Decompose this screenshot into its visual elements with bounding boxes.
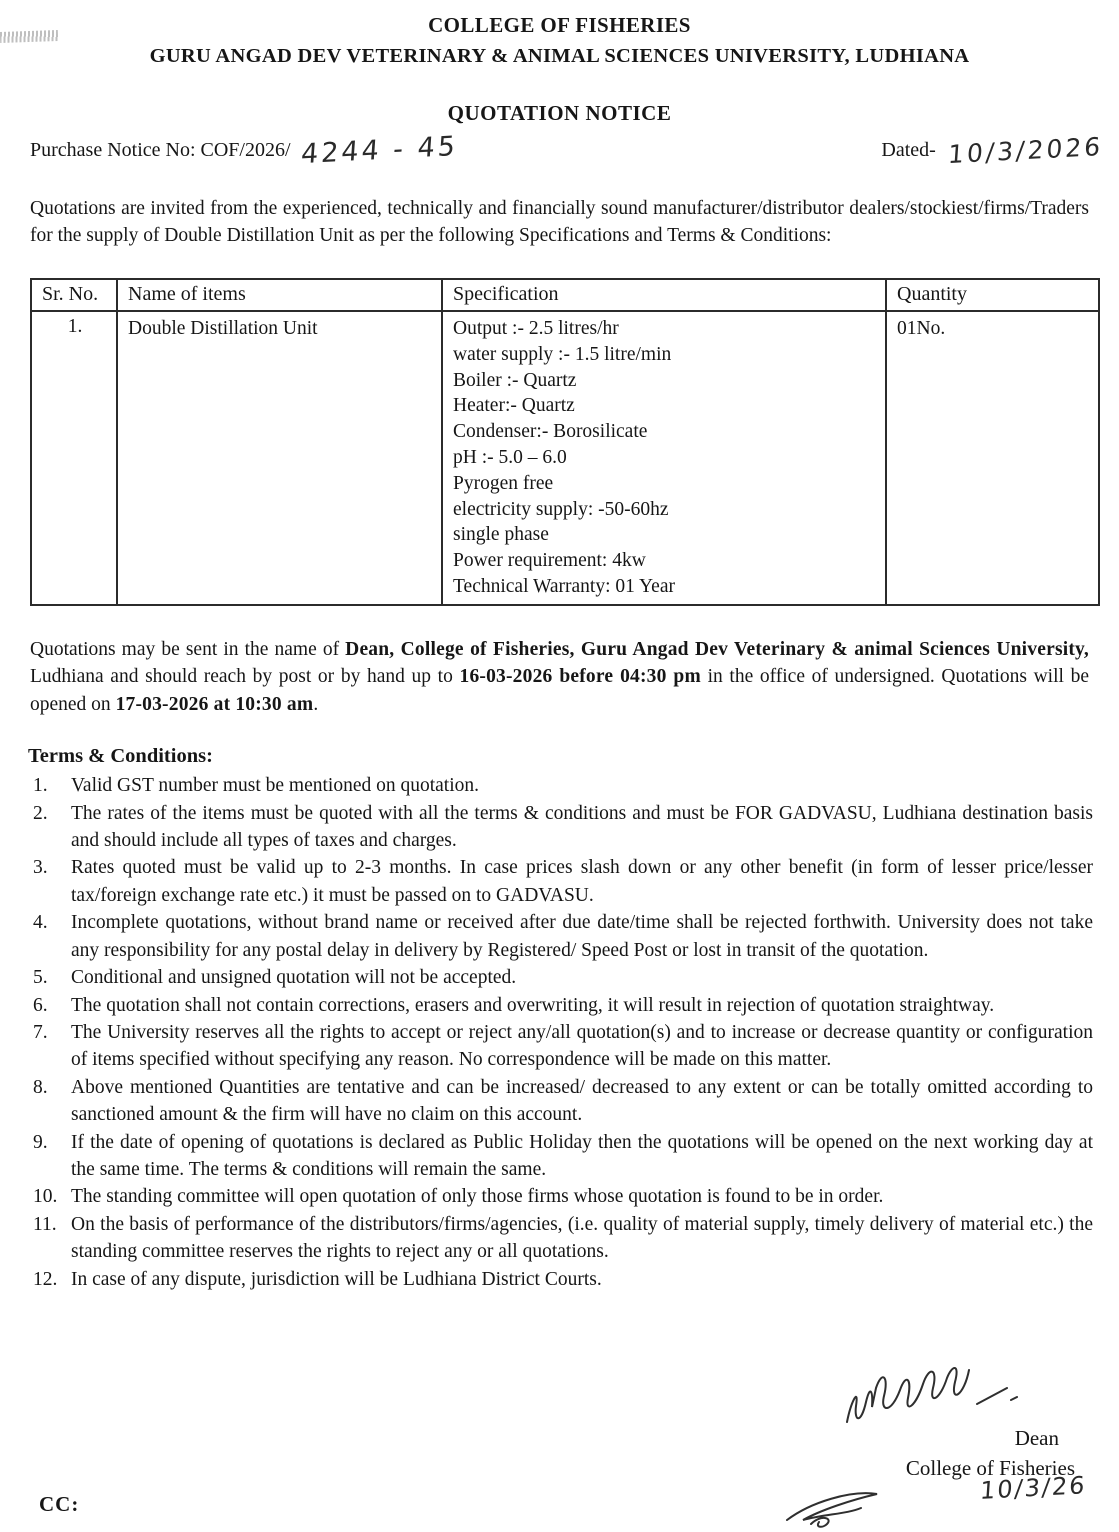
term-number: 9. [33, 1131, 48, 1153]
term-text: The quotation shall not contain corrections, erasers and overwriting, it will result in rejection of quotation straightway. [71, 994, 995, 1016]
term-number: 5. [33, 967, 48, 989]
signatory-organization: College of Fisheries [905, 1456, 1075, 1480]
term-text: Valid GST number must be mentioned on quotation. [71, 775, 480, 797]
specification-lines [453, 316, 877, 600]
cell-quantity: 01No. [886, 311, 1099, 605]
term-number: 2. [33, 802, 48, 824]
college-title: COLLEGE OF FISHERIES [428, 13, 691, 37]
term-text: Incomplete quotations, without brand name or received after due date/time shall be rejected forthwith. University does not take any responsibility for any postal delay in delivery by Registered/ Speed Post or lost in transit of the quotation. [71, 912, 1093, 961]
list-item [28, 1211, 1093, 1266]
signatory-designation: Dean [1014, 1426, 1059, 1450]
term-number: 10. [33, 1186, 58, 1208]
term-text: If the date of opening of quotations is declared as Public Holiday then the quotations will be opened on the next working day at the same time. The terms & conditions will remain the same. [71, 1131, 1093, 1180]
list-item [28, 909, 1093, 964]
specification-line: pH :- 5.0 – 6.0 [453, 446, 567, 468]
list-item [28, 1019, 1093, 1074]
signature-date-handwritten: 10/3/26 [979, 1471, 1088, 1505]
secondary-signature-scribble [781, 1484, 931, 1532]
closing-paragraph [30, 636, 1089, 719]
cell-item-name: Double Distillation Unit [117, 311, 442, 605]
term-number: 11. [33, 1213, 57, 1235]
reference-row [30, 130, 1105, 171]
term-number: 1. [33, 775, 48, 797]
term-text: Above mentioned Quantities are tentative and can be increased/ decreased to any extent or can be totally omitted according to sanctioned amount & the firm will have no claim on this account. [71, 1076, 1093, 1126]
term-number: 3. [33, 857, 48, 879]
items-table-header-row [31, 279, 1099, 311]
terms-list [28, 772, 1093, 1293]
closing-opening-time: 17-03-2026 at 10:30 am [115, 693, 314, 715]
specification-line: Condenser:- Borosilicate [453, 421, 648, 443]
list-item [28, 772, 1093, 799]
header-name-of-items: Name of items [117, 279, 442, 311]
specification-line: Pyrogen free [453, 472, 554, 494]
closing-seg5: in the office of undersigned. Quotations will be opened on [30, 666, 1089, 715]
table-row [31, 311, 1099, 605]
cell-sr-no: 1. [31, 311, 117, 605]
term-number: 6. [33, 994, 48, 1016]
term-text: Conditional and unsigned quotation will not be accepted. [71, 967, 517, 989]
specification-line: Heater:- Quartz [453, 395, 575, 417]
dated-line [881, 131, 1104, 170]
term-number: 4. [33, 912, 48, 934]
list-item [28, 1266, 1093, 1293]
list-item [28, 1183, 1093, 1210]
term-text: On the basis of performance of the distributors/firms/agencies, (i.e. quality of material supply, timely delivery of material etc.) the standing committee reserves the rights to reject any or all quotations. [71, 1213, 1093, 1263]
purchase-notice-label: Purchase Notice No: COF/2026/ [30, 139, 291, 161]
cc-label: CC: [39, 1492, 80, 1516]
specification-line: water supply :- 1.5 litre/min [453, 343, 672, 365]
list-item [28, 1129, 1093, 1184]
items-table [30, 278, 1100, 606]
specification-line: Output :- 2.5 litres/hr [453, 318, 619, 339]
term-number: 12. [33, 1268, 58, 1290]
closing-deadline: 16-03-2026 before 04:30 pm [459, 666, 701, 688]
term-text: The University reserves all the rights to accept or reject any/all quotation(s) and to increase or decrease quantity or configuration of items specified without specifying any reason. No correspondence will be made on this matter. [71, 1021, 1093, 1071]
dated-label: Dated- [881, 139, 936, 161]
signature-block [781, 1366, 1088, 1532]
intro-paragraph: Quotations are invited from the experienced, technically and financially sound manufacturer/distributor dealers/stockiest/firms/Traders for the supply of Double Distillation Unit as per the following Specifications and Terms & Conditions: [30, 198, 1089, 246]
term-text: The rates of the items must be quoted with all the terms & conditions and must be FOR GADVASU, Ludhiana destination basis and should include all types of taxes and charges. [71, 802, 1093, 852]
specification-line: single phase [453, 524, 549, 546]
header-sr-no: Sr. No. [31, 279, 117, 311]
notice-title: QUOTATION NOTICE [447, 101, 672, 125]
header-quantity: Quantity [886, 279, 1099, 311]
term-number: 8. [33, 1076, 48, 1098]
scan-artifact [0, 30, 58, 43]
closing-seg7: . [313, 693, 319, 715]
specification-line: Power requirement: 4kw [453, 550, 646, 572]
closing-addressee: Dean, College of Fisheries, Guru Angad Dev Veterinary & animal Sciences University, [345, 638, 1089, 660]
specification-line: Technical Warranty: 01 Year [453, 575, 675, 597]
term-text: In case of any dispute, jurisdiction will be Ludhiana District Courts. [71, 1268, 602, 1290]
cell-specification [442, 311, 886, 605]
dated-value-handwritten: 10/3/2026 [946, 131, 1104, 170]
specification-line: electricity supply: -50-60hz [453, 498, 669, 520]
list-item [28, 992, 1093, 1019]
specification-line: Boiler :- Quartz [453, 369, 577, 391]
university-title: GURU ANGAD DEV VETERINARY & ANIMAL SCIENCES UNIVERSITY, LUDHIANA [149, 45, 970, 67]
term-text: Rates quoted must be valid up to 2-3 months. In case prices slash down or any other benefit (in form of lesser price/lesser tax/foreign exchange rate etc.) it must be passed on to GADVASU. [71, 857, 1093, 906]
terms-heading: Terms & Conditions: [28, 745, 213, 768]
header-specification: Specification [442, 279, 886, 311]
list-item [28, 1074, 1093, 1129]
closing-seg1: Quotations may be sent in the name of [30, 638, 346, 660]
purchase-notice-line [30, 130, 459, 171]
list-item [28, 964, 1093, 991]
list-item [28, 800, 1093, 855]
purchase-notice-number-handwritten: 4244 - 45 [299, 130, 459, 171]
list-item [28, 854, 1093, 909]
term-text: The standing committee will open quotation of only those firms whose quotation is found to be in order. [71, 1186, 884, 1208]
closing-seg3: Ludhiana and should reach by post or by hand up to [30, 666, 460, 688]
term-number: 7. [33, 1021, 48, 1043]
